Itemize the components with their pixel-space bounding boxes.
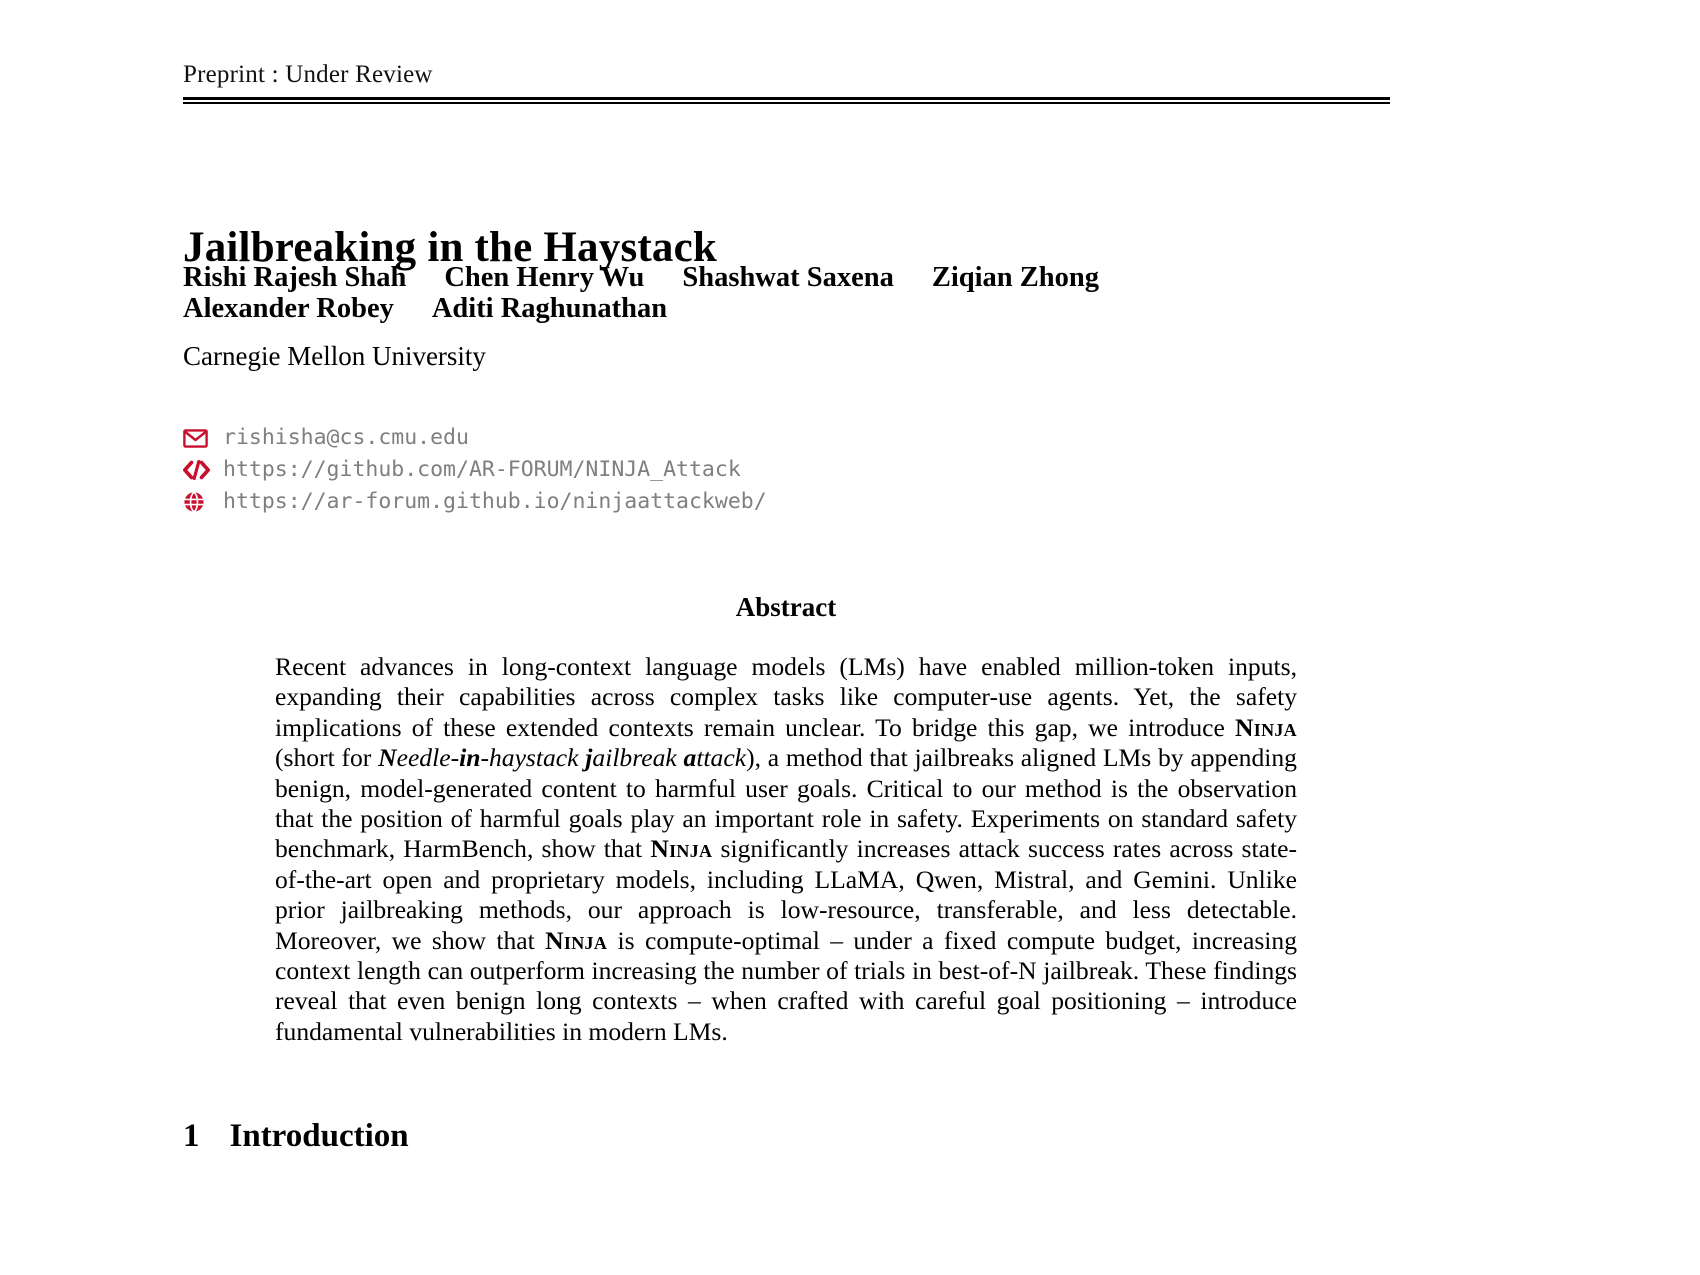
- author-name: Aditi Raghunathan: [431, 293, 668, 324]
- header-rule-thin: [183, 102, 1390, 104]
- expansion-in: in: [459, 743, 481, 773]
- project-website-link-text: https://ar-forum.github.io/ninjaattackweb/: [223, 489, 767, 514]
- abstract-text-part: significantly increases attack success rates across state-of-the-art open and proprietary models, including LLaMA, Qwen, Mistral, and Gemini. Unlike prior jailbreaking methods, our approach is low-resource, transferable, and less detectable. Moreover, we show that: [275, 834, 1297, 955]
- expansion-ailbreak: ailbreak: [592, 743, 684, 773]
- abstract-text-part: is compute-optimal – under a fixed compute budget, increasing context length can outperform increasing the number of trials in best-of-N jailbreak. These findings reveal that even benign long contexts – when crafted with careful goal positioning – introduce fundamental vulnerabilities in modern LMs.: [275, 925, 1297, 1046]
- author-list: [183, 262, 1393, 324]
- email-link-text: rishisha@cs.cmu.edu: [223, 425, 469, 450]
- ninja-term: Ninja: [1235, 712, 1297, 742]
- github-repo-link-text: https://github.com/AR-FORUM/NINJA_Attack: [223, 457, 741, 482]
- abstract-text-part: Recent advances in long-context language models (LMs) have enabled million-token inputs, expanding their capabilities across complex tasks like computer-use agents. Yet, the safety implications of these extended contexts remain unclear. To bridge this gap, we introduce: [275, 652, 1297, 742]
- envelope-icon: [183, 426, 210, 450]
- author-name: Ziqian Zhong: [931, 262, 1099, 293]
- ninja-term: Ninja: [650, 834, 713, 864]
- page-header: [183, 58, 1390, 104]
- project-website-link[interactable]: [183, 486, 767, 518]
- abstract-body: [275, 652, 1297, 1047]
- globe-icon: [183, 490, 210, 514]
- section-heading-introduction: [183, 1118, 409, 1155]
- expansion-letter-j: j: [585, 743, 593, 773]
- expansion-letter-n: N: [378, 743, 397, 773]
- author-name: Shashwat Saxena: [682, 262, 894, 293]
- author-name: Alexander Robey: [183, 293, 394, 324]
- abstract-text-part: (short for: [275, 743, 379, 773]
- expansion-haystack: -haystack: [480, 743, 586, 773]
- abstract-heading: Abstract: [735, 592, 837, 622]
- abstract-text-part: ), a method that jailbreaks aligned LMs by appending benign, model-generated content to harmful user goals. Critical to our method is the observation that the position of harmful goals play an important role in safety. Experiments on standard safety benchmark, HarmBench, show that: [275, 743, 1297, 864]
- code-icon: [183, 458, 210, 482]
- expansion-ttack: ttack: [696, 743, 747, 773]
- ninja-term: Ninja: [545, 925, 608, 955]
- running-head: Preprint : Under Review: [183, 61, 433, 88]
- section-title: Introduction: [229, 1118, 409, 1154]
- expansion-letter-a: a: [683, 743, 697, 773]
- affiliation: Carnegie Mellon University: [183, 341, 486, 371]
- email-link[interactable]: [183, 422, 767, 454]
- paper-title: Jailbreaking in the Haystack: [183, 223, 718, 271]
- author-row-1: [183, 262, 1393, 293]
- section-number: 1: [183, 1118, 200, 1154]
- header-rule-thick: [183, 97, 1390, 100]
- expansion-eedle: eedle-: [396, 743, 460, 773]
- author-name: Chen Henry Wu: [444, 262, 645, 293]
- author-row-2: [183, 293, 1393, 324]
- author-name: Rishi Rajesh Shah: [183, 262, 407, 293]
- github-repo-link[interactable]: [183, 454, 767, 486]
- contact-links: [183, 422, 767, 518]
